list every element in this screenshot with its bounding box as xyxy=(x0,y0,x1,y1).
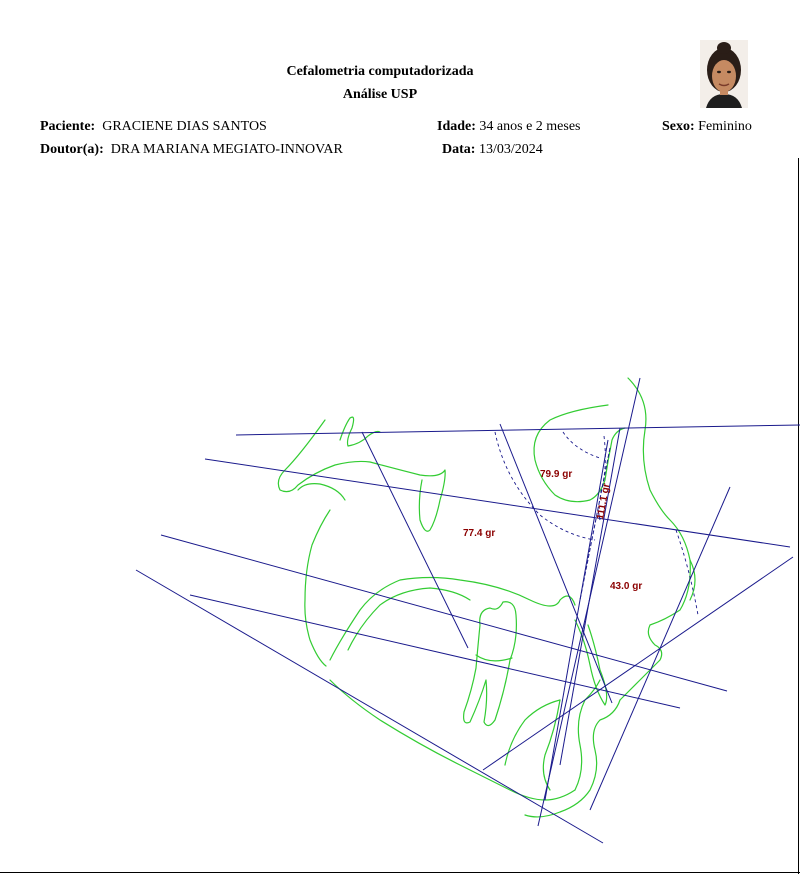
report-subtitle: Análise USP xyxy=(342,87,418,102)
doctor-label: Doutor(a): xyxy=(40,142,104,157)
patient-name: GRACIENE DIAS SANTOS xyxy=(102,119,267,134)
angle-label-snb: 77.4 gr xyxy=(463,528,496,539)
doctor-name: DRA MARIANA MEGIATO-INNOVAR xyxy=(110,142,343,157)
lower-border xyxy=(505,700,560,765)
plane-fh xyxy=(205,459,790,547)
exam-date: 13/03/2024 xyxy=(478,142,543,157)
plane-mandibular xyxy=(136,570,603,843)
reference-planes xyxy=(136,378,800,843)
angle-label-incisor: 111.1 gr xyxy=(595,482,613,521)
cranial-outline xyxy=(278,420,445,531)
patient-name-label: Paciente: xyxy=(40,119,96,134)
mandible-contour xyxy=(330,680,575,800)
angle-label-sna: 79.9 gr xyxy=(540,469,573,480)
ramus-contour xyxy=(305,510,330,666)
arc-sna xyxy=(563,432,600,458)
palate-inner xyxy=(348,588,470,650)
report-title: Cefalometria computadorizada xyxy=(286,64,474,79)
sella-contour xyxy=(340,417,380,446)
date-label: Data: xyxy=(442,142,476,157)
patient-age: 34 anos e 2 meses xyxy=(479,119,581,134)
palate-contour xyxy=(330,578,575,661)
orbit-contour xyxy=(298,484,345,500)
angle-label-gonial: 43.0 gr xyxy=(610,581,643,592)
angle-arcs xyxy=(495,432,698,615)
plane-n-b xyxy=(500,424,612,703)
symphysis xyxy=(543,700,560,790)
plane-occlusal xyxy=(190,595,680,708)
patient-sex: Feminino xyxy=(698,119,752,134)
plane-s-gn xyxy=(362,432,468,648)
anatomy-tracing xyxy=(278,378,695,817)
plane-palatal xyxy=(161,535,727,691)
molar-crown xyxy=(476,655,512,661)
patient-sex-label: Sexo: xyxy=(662,119,695,134)
incisor xyxy=(575,620,607,705)
patient-age-label: Idade: xyxy=(437,119,476,134)
